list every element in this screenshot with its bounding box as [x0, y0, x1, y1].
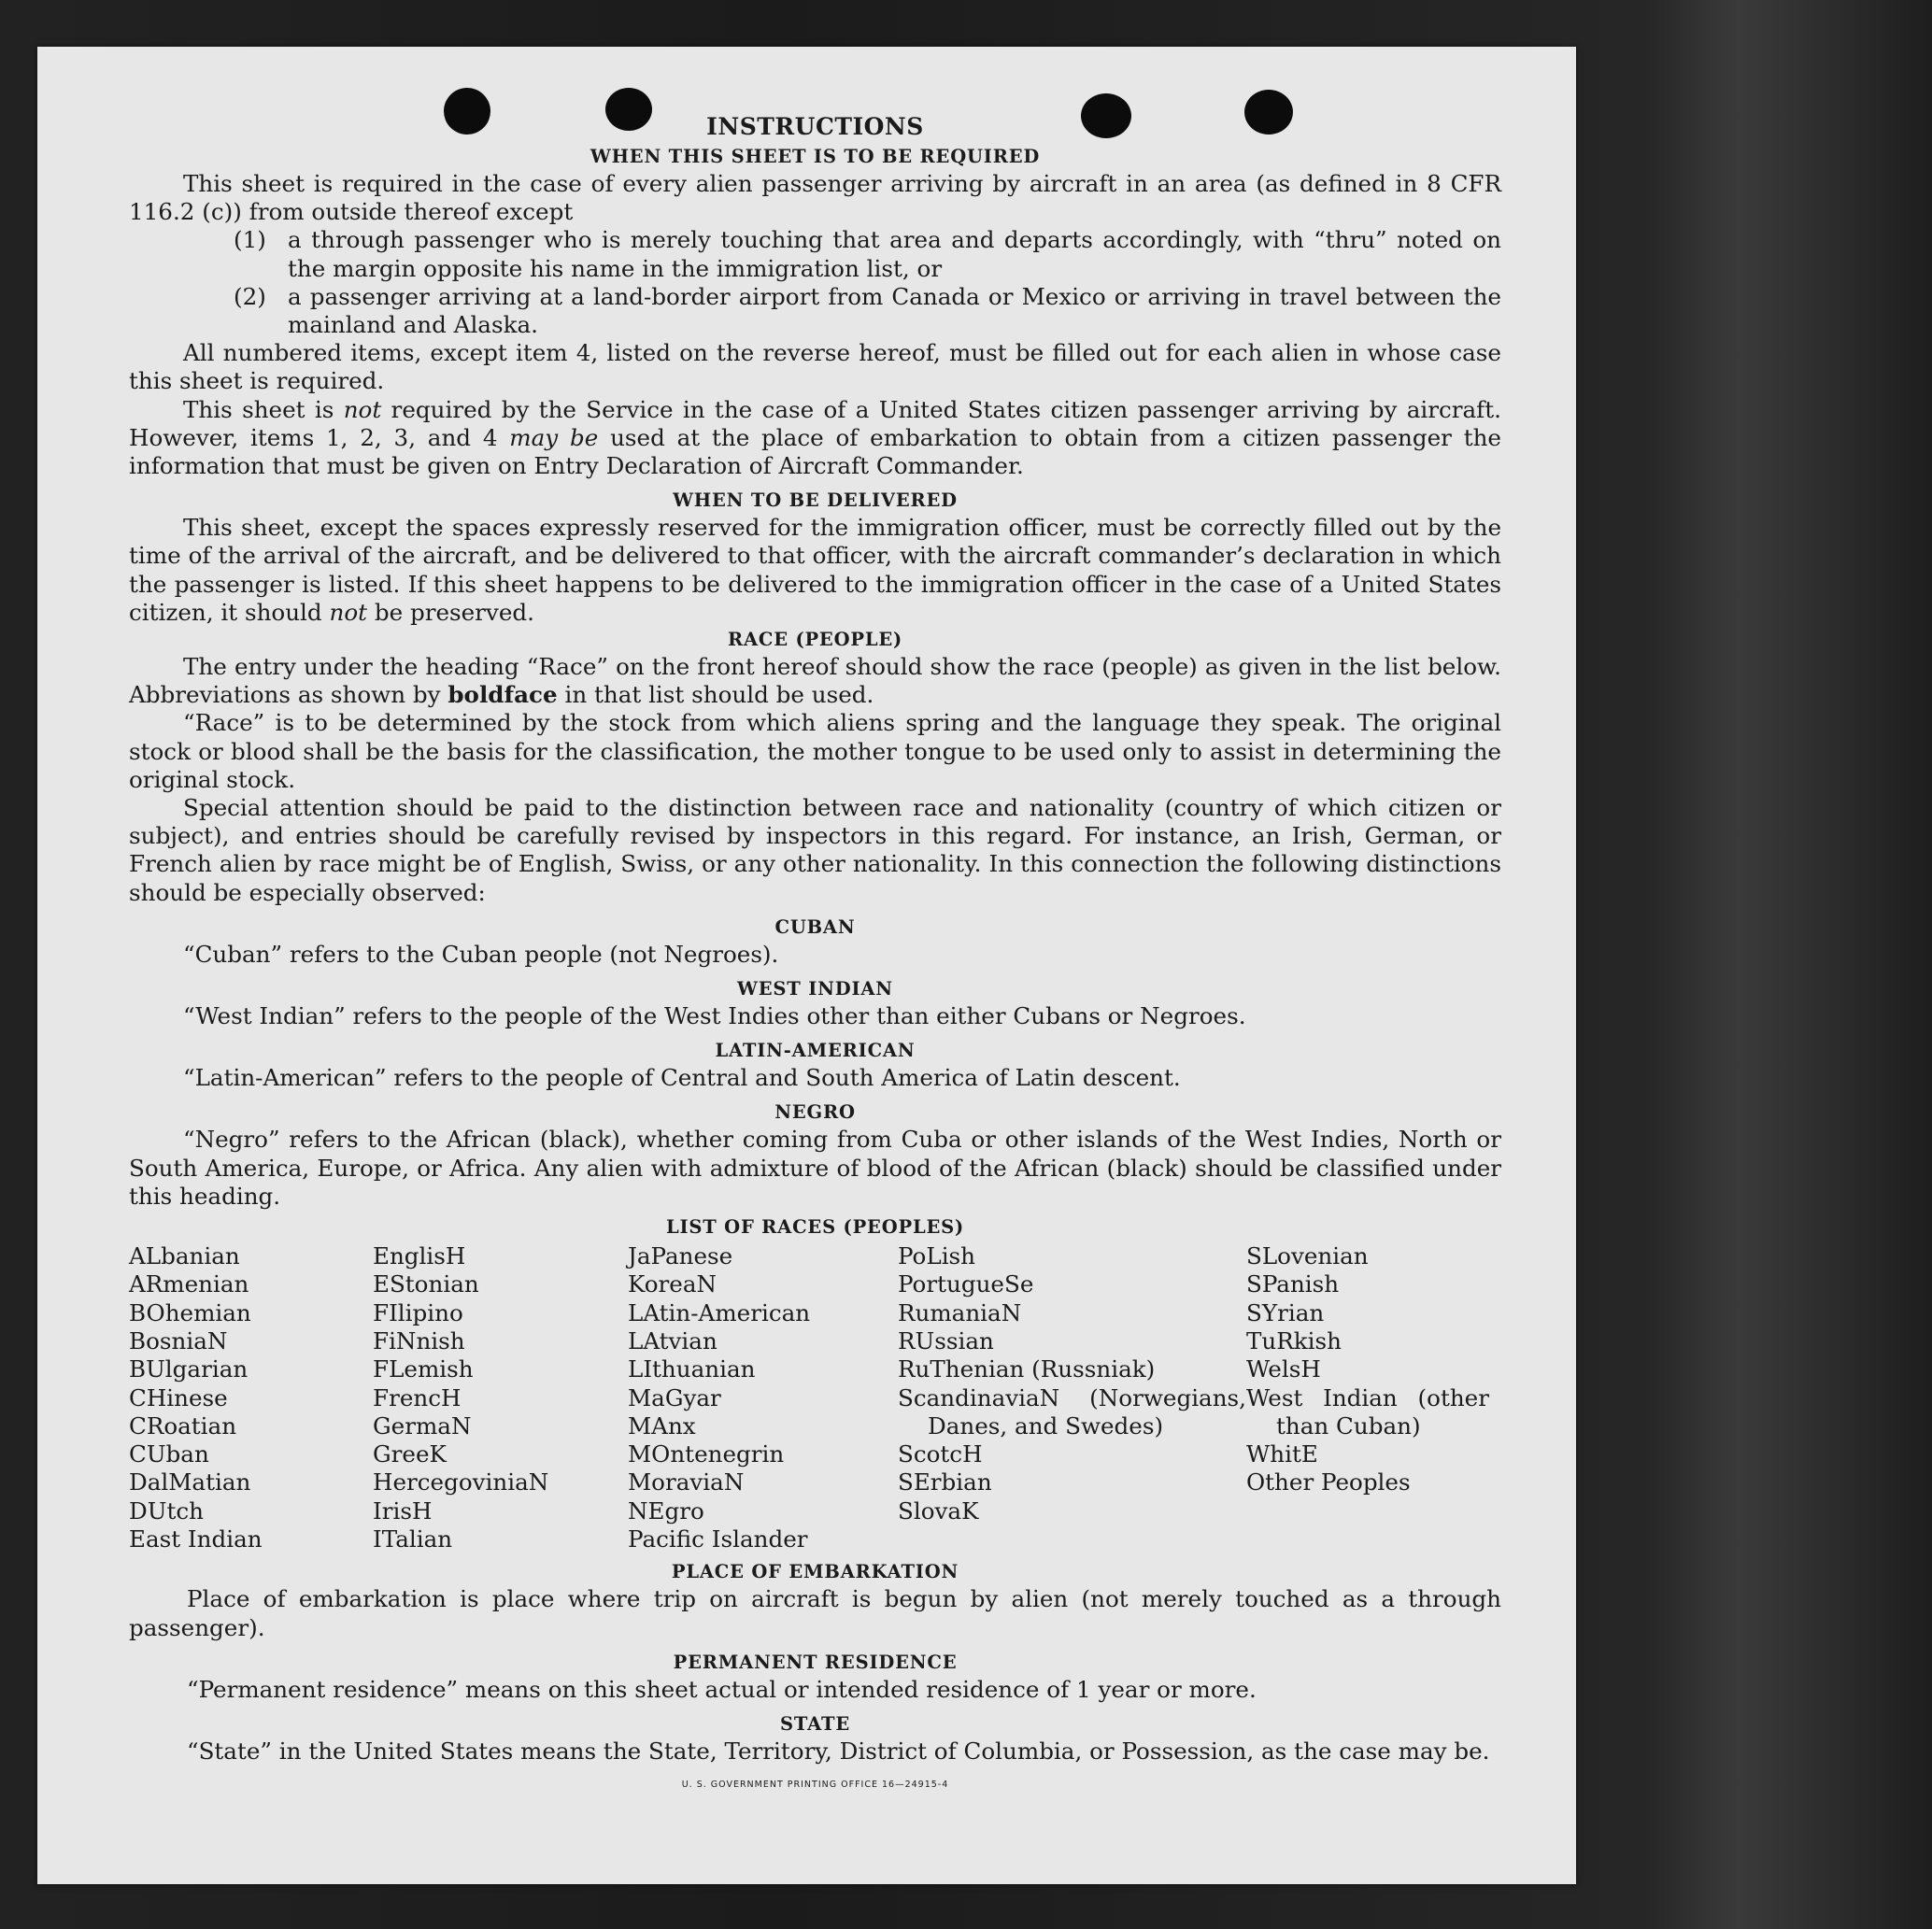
race-entry: ScandinaviaN (Norwegians, Danes, and Swedes) [898, 1383, 1246, 1440]
paragraph: All numbered items, except item 4, listed on the reverse hereof, must be filled out for each alien in whose case this sheet is required. [129, 339, 1501, 395]
section-heading: PERMANENT RESIDENCE [673, 1651, 958, 1673]
race-entry: West Indian (other than Cuban) [1246, 1383, 1489, 1440]
race-entry: KoreaN [628, 1270, 717, 1298]
race-entry: FrencH [373, 1383, 462, 1411]
race-entry: RuThenian (Russniak) [898, 1355, 1156, 1383]
section-heading: WHEN THIS SHEET IS TO BE REQUIRED [590, 146, 1041, 167]
paragraph: This sheet is required in the case of every alien passenger arriving by aircraft in an area (as defined in 8 CFR 116.2 (c)) from outside thereof except [129, 170, 1501, 226]
race-entry: ScotcH [898, 1440, 983, 1468]
race-entry: JaPanese [628, 1242, 733, 1270]
race-entry: Other Peoples [1246, 1468, 1411, 1496]
race-entry: TuRkish [1246, 1326, 1342, 1355]
race-entry: CUban [129, 1440, 209, 1468]
race-entry: FiNnish [373, 1326, 465, 1355]
race-entry: RumaniaN [898, 1298, 1022, 1326]
race-entry: WelsH [1246, 1355, 1321, 1383]
race-entry: SPanish [1246, 1270, 1340, 1298]
section-heading: WHEN TO BE DELIVERED [673, 489, 958, 512]
race-entry: MOntenegrin [628, 1440, 785, 1468]
exception-number: (1) [234, 226, 266, 254]
instruction-sheet [37, 47, 1576, 1884]
race-entry: GermaN [373, 1411, 472, 1440]
paragraph: “Negro” refers to the African (black), whether coming from Cuba or other islands of the West Indies, North or South America, Europe, or Africa. Any alien with admixture of blood of the African (black) should be classified under this heading. [129, 1126, 1501, 1210]
paragraph: Special attention should be paid to the distinction between race and nationality (country of which citizen or subject), and entries should be carefully revised by inspectors in this regard. For instance, an Irish, German, or French alien by race might be of English, Swiss, or any other nationality. In this connection the following distinctions should be especially observed: [129, 794, 1501, 906]
race-entry: WhitE [1246, 1440, 1318, 1468]
section-heading: CUBAN [774, 915, 856, 938]
race-entry: EStonian [373, 1270, 479, 1298]
race-entry: HercegoviniaN [373, 1468, 549, 1496]
paragraph: “Latin-American” refers to the people of Central and South America of Latin descent. [183, 1064, 1181, 1092]
race-entry: BosniaN [129, 1326, 228, 1355]
race-entry: SYrian [1246, 1298, 1325, 1326]
race-entry: GreeK [373, 1440, 447, 1468]
race-column [898, 1242, 1246, 1553]
race-entry: MoraviaN [628, 1468, 745, 1496]
race-entry: DUtch [129, 1496, 204, 1525]
race-entry: NEgro [628, 1496, 704, 1525]
race-entry: MaGyar [628, 1383, 721, 1411]
race-entry: CHinese [129, 1383, 228, 1411]
race-entry: DalMatian [129, 1468, 251, 1496]
race-entry: BUlgarian [129, 1355, 249, 1383]
race-entry: PortugueSe [898, 1270, 1034, 1298]
race-entry: FLemish [373, 1355, 474, 1383]
race-entry: ITalian [373, 1525, 453, 1553]
exception-item [234, 283, 1501, 339]
race-entry: SErbian [898, 1468, 992, 1496]
race-entry: IrisH [373, 1496, 433, 1525]
page-title: INSTRUCTIONS [706, 113, 924, 140]
paragraph: “West Indian” refers to the people of the West Indies other than either Cubans or Negroes. [183, 1002, 1246, 1030]
paragraph: The entry under the heading “Race” on the front hereof should show the race (people) as given in the list below. Abbreviations as shown by boldface in that list should be used. [129, 653, 1501, 709]
race-entry: RUssian [898, 1326, 994, 1355]
section-heading: LIST OF RACES (PEOPLES) [665, 1216, 965, 1239]
race-column [373, 1242, 628, 1553]
exception-item [234, 226, 1501, 282]
race-entry: LAtin-American [628, 1298, 811, 1326]
race-entry: BOhemian [129, 1298, 251, 1326]
section-heading: STATE [780, 1712, 850, 1735]
race-entry: FIlipino [373, 1298, 463, 1326]
race-entry: LAtvian [628, 1326, 717, 1355]
punch-hole [1081, 93, 1131, 138]
race-entry: Pacific Islander [628, 1525, 808, 1553]
paragraph: This sheet, except the spaces expressly reserved for the immigration officer, must be correctly filled out by the time of the arrival of the aircraft, and be delivered to that officer, with the aircraft commander’s declaration in which the passenger is listed. If this sheet happens to be delivered to the immigration officer in the case of a United States citizen, it should not be preserved. [129, 514, 1501, 626]
race-list [129, 1242, 1501, 1553]
race-entry: SLovenian [1246, 1242, 1369, 1270]
section-heading: LATIN-AMERICAN [715, 1040, 916, 1062]
punch-hole [605, 88, 652, 131]
exception-text: a through passenger who is merely touching that area and departs accordingly, with “thru” noted on the margin opposite his name in the immigration list, or [288, 226, 1501, 282]
race-entry: East Indian [129, 1525, 263, 1553]
exception-number: (2) [234, 282, 266, 310]
paragraph: “Race” is to be determined by the stock from which aliens spring and the language they speak. The original stock or blood shall be the basis for the classification, the mother tongue to be used only to assist in determining the original stock. [129, 709, 1501, 793]
race-entry: SlovaK [898, 1496, 979, 1525]
race-entry: EnglisH [373, 1242, 466, 1270]
paragraph: “State” in the United States means the State, Territory, District of Columbia, or Possession, as the case may be. [187, 1737, 1490, 1765]
race-column [129, 1242, 373, 1553]
race-entry: LIthuanian [628, 1355, 756, 1383]
race-entry: MAnx [628, 1411, 696, 1440]
race-entry: PoLish [898, 1242, 976, 1270]
section-heading: RACE (PEOPLE) [727, 629, 903, 651]
paragraph: This sheet is not required by the Service in the case of a United States citizen passenger arriving by aircraft. However, items 1, 2, 3, and 4 may be used at the place of embarkation to obtain from a citizen passenger the information that must be given on Entry Declaration of Aircraft Commander. [129, 395, 1501, 480]
punch-hole [444, 88, 490, 135]
paragraph: Place of embarkation is place where trip on aircraft is begun by alien (not merely touched as a through passenger). [129, 1585, 1501, 1641]
race-column [628, 1242, 898, 1553]
race-entry: CRoatian [129, 1411, 237, 1440]
paragraph: “Permanent residence” means on this sheet actual or intended residence of 1 year or more. [187, 1675, 1257, 1703]
paragraph: “Cuban” refers to the Cuban people (not Negroes). [183, 940, 779, 968]
section-heading: PLACE OF EMBARKATION [671, 1561, 959, 1583]
section-heading: WEST INDIAN [737, 978, 893, 1000]
race-column [1246, 1242, 1489, 1553]
exception-text: a passenger arriving at a land-border airport from Canada or Mexico or arriving in travel between the mainland and Alaska. [288, 282, 1501, 339]
race-entry: ALbanian [129, 1242, 240, 1270]
race-entry: ARmenian [129, 1270, 249, 1298]
punch-hole [1244, 90, 1293, 135]
section-heading: NEGRO [774, 1101, 856, 1124]
printer-imprint: U. S. GOVERNMENT PRINTING OFFICE 16—24915-4 [681, 1780, 949, 1791]
